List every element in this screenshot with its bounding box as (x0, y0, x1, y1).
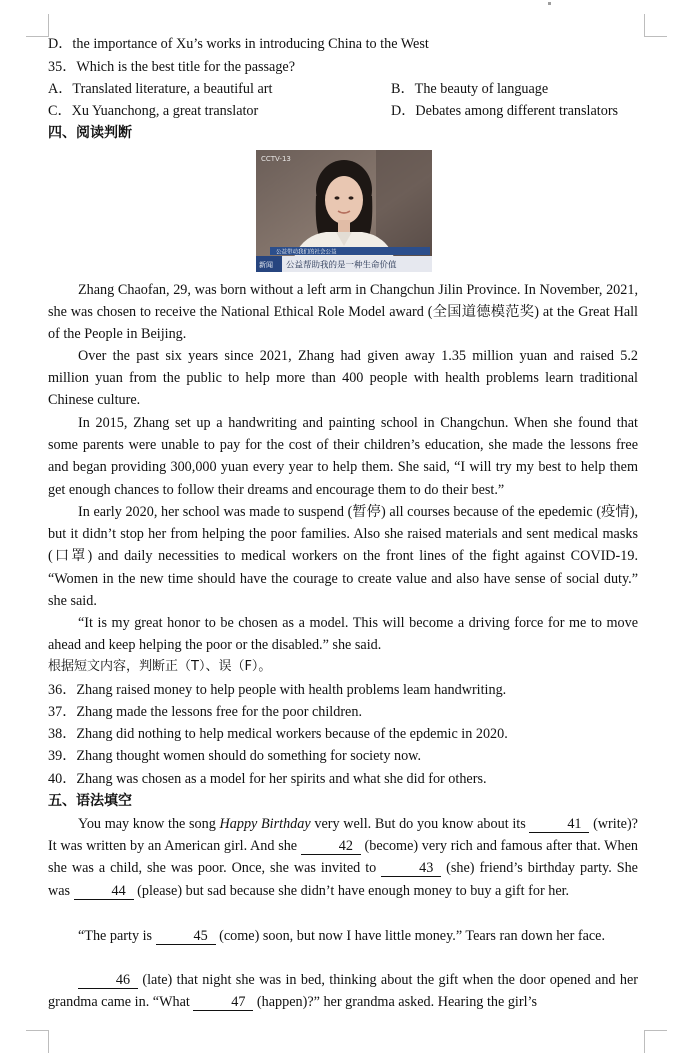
crop-mark-bottom-right (644, 1030, 667, 1053)
grammar-paragraph-3: 46 (late) that night she was in bed, thinking about the gift when the door opened and her grandma came in. “What 47 (happen)?” her grandma asked. Hearing the girl’s (48, 972, 638, 1011)
q34-option-d: D．the importance of Xu’s works in introducing China to the West (48, 36, 429, 52)
statement-38: 38．Zhang did nothing to help medical workers because of the epdemic in 2020. (48, 726, 508, 742)
q35-option-b: B．The beauty of language (391, 81, 549, 97)
statement-36: 36．Zhang raised money to help people with health problems leam handwriting. (48, 682, 507, 698)
crop-mark-bottom-left (26, 1030, 49, 1053)
blank-47[interactable]: 47 (193, 995, 253, 1011)
q35-options-row1 (48, 78, 549, 100)
news-photo (256, 150, 432, 272)
grammar-paragraph-1: You may know the song Happy Birthday very well. But do you know about its 41 (write)? It was written by an American girl. And she 42 (become) very rich and famous after that. When she was a child, she was poor. Once, she was invited to 43 (she) friend’s birthday party. She was 44 (please) but sad because she didn’t have enough money to buy a gift for her. (48, 816, 638, 899)
caption-upper: 公益带动我们的社会公益 (276, 249, 337, 256)
song-title: Happy Birthday (219, 816, 311, 832)
blank-41[interactable]: 41 (529, 817, 589, 833)
crop-mark-top-right (644, 14, 667, 37)
passage-paragraph-4: In early 2020, her school was made to suspend (暂停) all courses because of the epedemic (疫情), but it didn’t stop her from helping the poor families. Also she raised materials and sent medical masks (口罩) and daily necessities to medical workers on the front lines of the fight against COVID-19. “Women in the new time should have the courage to create value and also have sense of social duty.” she said. (48, 504, 638, 609)
q35-options-row2 (48, 100, 619, 122)
q35-option-a: A．Translated literature, a beautiful art (48, 81, 273, 97)
passage-paragraph-2: Over the past six years since 2021, Zhang had given away 1.35 million yuan and raised 5.2 million yuan from the public to help more than 400 people with health problems learn traditional Chinese culture. (48, 348, 638, 409)
caption-lower: 公益帮助我的是一种生命价值 (286, 260, 397, 271)
q35-option-c: C．Xu Yuanchong, a great translator (48, 103, 259, 119)
passage-paragraph-1: Zhang Chaofan, 29, was born without a left arm in Changchun Jilin Province. In November, 2021, she was chosen to receive the National Ethical Role Model award (全国道德模范奖) at the Great Hall of the People in Beijing. (48, 282, 638, 343)
tv-logo: CCTV-13 (261, 155, 291, 163)
grammar-paragraph-2: “The party is 45 (come) soon, but now I have little money.” Tears ran down her face. (78, 928, 606, 944)
blank-42[interactable]: 42 (301, 839, 361, 855)
passage-paragraph-3: In 2015, Zhang set up a handwriting and painting school in Changchun. When she found that some parents were unable to pay for the cost of their children’s education, she made the lessons free and began providing 300,000 yuan every year to help them. She said, “I will try my best to help them get enough chances to follow their dreams and encourage them to do their best.” (48, 415, 638, 498)
statement-39: 39．Zhang thought women should do something for society now. (48, 748, 422, 764)
q35-stem: 35．Which is the best title for the passage? (48, 59, 296, 75)
news-tag: 新闻 (259, 261, 273, 269)
section5-heading: 五、语法填空 (48, 793, 132, 809)
blank-43[interactable]: 43 (381, 861, 441, 877)
blank-46[interactable]: 46 (78, 973, 138, 989)
woman-portrait-image (256, 150, 432, 272)
statement-40: 40．Zhang was chosen as a model for her spirits and what she did for others. (48, 771, 487, 787)
statement-37: 37．Zhang made the lessons free for the poor children. (48, 704, 362, 720)
section4-heading: 四、阅读判断 (48, 125, 132, 141)
q35-option-d: D．Debates among different translators (391, 103, 619, 119)
crop-mark-top-left (26, 14, 49, 37)
judgment-instruction: 根据短文内容，判断正（T）、误（F）。 (48, 659, 272, 674)
passage-paragraph-5: “It is my great honor to be chosen as a model. This will become a driving force for me to move ahead and keep helping the poor or the disabled.” she said. (48, 615, 638, 654)
page-dot (548, 2, 551, 5)
blank-44[interactable]: 44 (74, 884, 134, 900)
blank-45[interactable]: 45 (156, 929, 216, 945)
